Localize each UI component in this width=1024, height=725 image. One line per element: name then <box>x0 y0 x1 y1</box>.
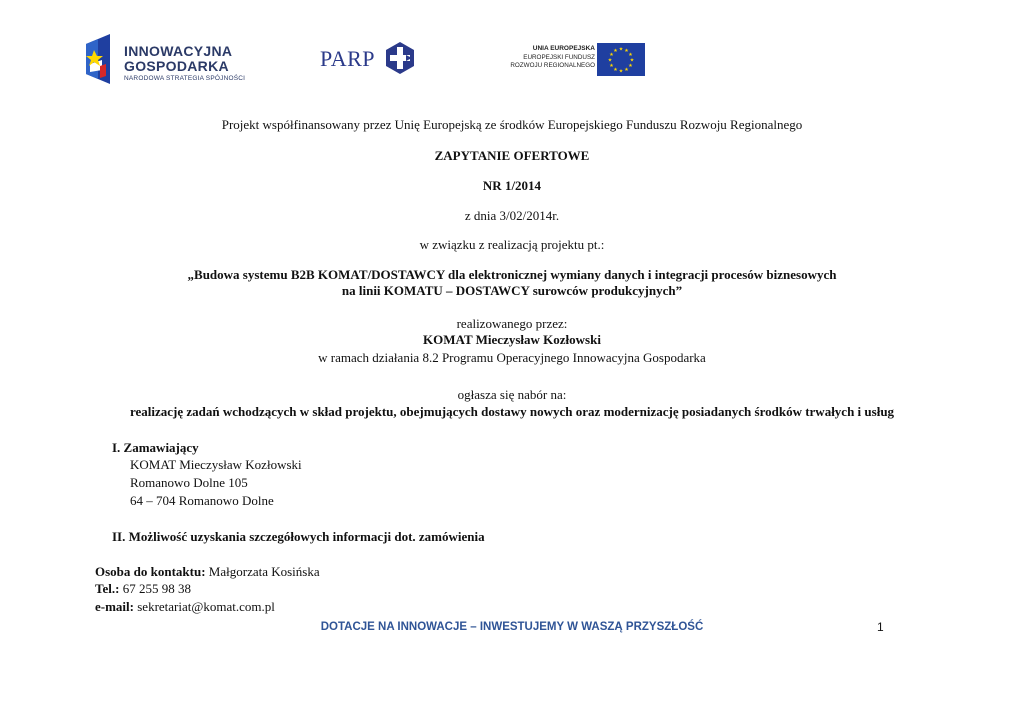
svg-text:★: ★ <box>609 52 614 58</box>
eu-logo-line1: UNIA EUROPEJSKA <box>532 45 595 52</box>
document-number: NR 1/2014 <box>482 178 542 193</box>
project-title-line1: „Budowa systemu B2B KOMAT/DOSTAWCY dla elektronicznej wymiany danych i integracji procesów biznesowych <box>187 267 837 282</box>
company-name: KOMAT Mieczysław Kozłowski <box>423 332 601 347</box>
svg-text:★: ★ <box>618 46 624 53</box>
svg-text:★: ★ <box>624 67 629 73</box>
ig-logo-line2: GOSPODARKA <box>124 58 229 74</box>
svg-text:★: ★ <box>624 48 629 54</box>
ig-logo-line3: NARODOWA STRATEGIA SPÓJNOŚCI <box>124 75 246 82</box>
announce-line: ogłasza się nabór na: <box>457 387 567 402</box>
orderer-postal: 64 – 704 Romanowo Dolne <box>130 493 274 508</box>
eu-logo-line2: EUROPEJSKI FUNDUSZ <box>523 54 595 61</box>
innowacyjna-gospodarka-logo <box>84 32 244 84</box>
orderer-street: Romanowo Dolne 105 <box>130 475 248 490</box>
contact-person-label: Osoba do kontaktu: <box>95 564 206 579</box>
section1-heading: I. Zamawiający <box>112 440 199 455</box>
realized-by-label: realizowanego przez: <box>456 316 568 331</box>
contact-email-label: e-mail: <box>95 599 134 614</box>
footer-slogan: DOTACJE NA INNOWACJE – INWESTUJEMY W WASZĄ PRZYSZŁOŚĆ <box>320 621 704 633</box>
section2-heading: II. Możliwość uzyskania szczegółowych informacji dot. zamówienia <box>112 529 485 544</box>
project-title-line2: na linii KOMATU – DOSTAWCY surowców produkcyjnych” <box>341 283 683 298</box>
ig-logo-line1: INNOWACYJNA <box>124 43 233 59</box>
parp-logo-text: PARP <box>320 46 376 71</box>
eu-logo-line3: ROZWOJU REGIONALNEGO <box>510 62 595 69</box>
contact-email-value: sekretariat@komat.com.pl <box>133 599 275 614</box>
contact-person-value: Małgorzata Kosińska <box>205 564 320 579</box>
contact-phone-label: Tel.: <box>95 581 120 596</box>
parp-logo <box>320 42 415 76</box>
ig-flag-icon <box>84 34 114 84</box>
svg-text:★: ★ <box>628 52 633 58</box>
svg-text:★: ★ <box>628 63 633 69</box>
project-context: w związku z realizacją projektu pt.: <box>419 237 605 252</box>
orderer-name: KOMAT Mieczysław Kozłowski <box>130 457 302 472</box>
page-number: 1 <box>877 620 884 634</box>
svg-text:★: ★ <box>618 68 624 75</box>
document-date: z dnia 3/02/2014r. <box>464 208 560 223</box>
svg-text:★: ★ <box>613 67 618 73</box>
scope-line: realizację zadań wchodzących w skład projektu, obejmujących dostawy nowych oraz modernizację posiadanych środków trwałych i usług <box>129 404 895 419</box>
contact-phone-value: 67 255 98 38 <box>119 581 191 596</box>
svg-text:★: ★ <box>629 57 635 64</box>
svg-text:★: ★ <box>607 57 613 64</box>
parp-mark-icon <box>386 42 414 74</box>
contact-email <box>95 599 275 615</box>
cofinance-line: Projekt współfinansowany przez Unię Europejską ze środków Europejskiego Funduszu Rozwoju Regionalnego <box>221 117 803 132</box>
svg-text:★: ★ <box>613 48 618 54</box>
contact-phone <box>95 581 191 597</box>
eu-logo <box>508 43 648 77</box>
program-line: w ramach działania 8.2 Programu Operacyjnego Innowacyjna Gospodarka <box>318 350 706 365</box>
contact-person <box>95 564 320 580</box>
eu-flag-icon <box>597 43 645 76</box>
document-title: ZAPYTANIE OFERTOWE <box>434 148 590 163</box>
svg-text:★: ★ <box>609 63 614 69</box>
